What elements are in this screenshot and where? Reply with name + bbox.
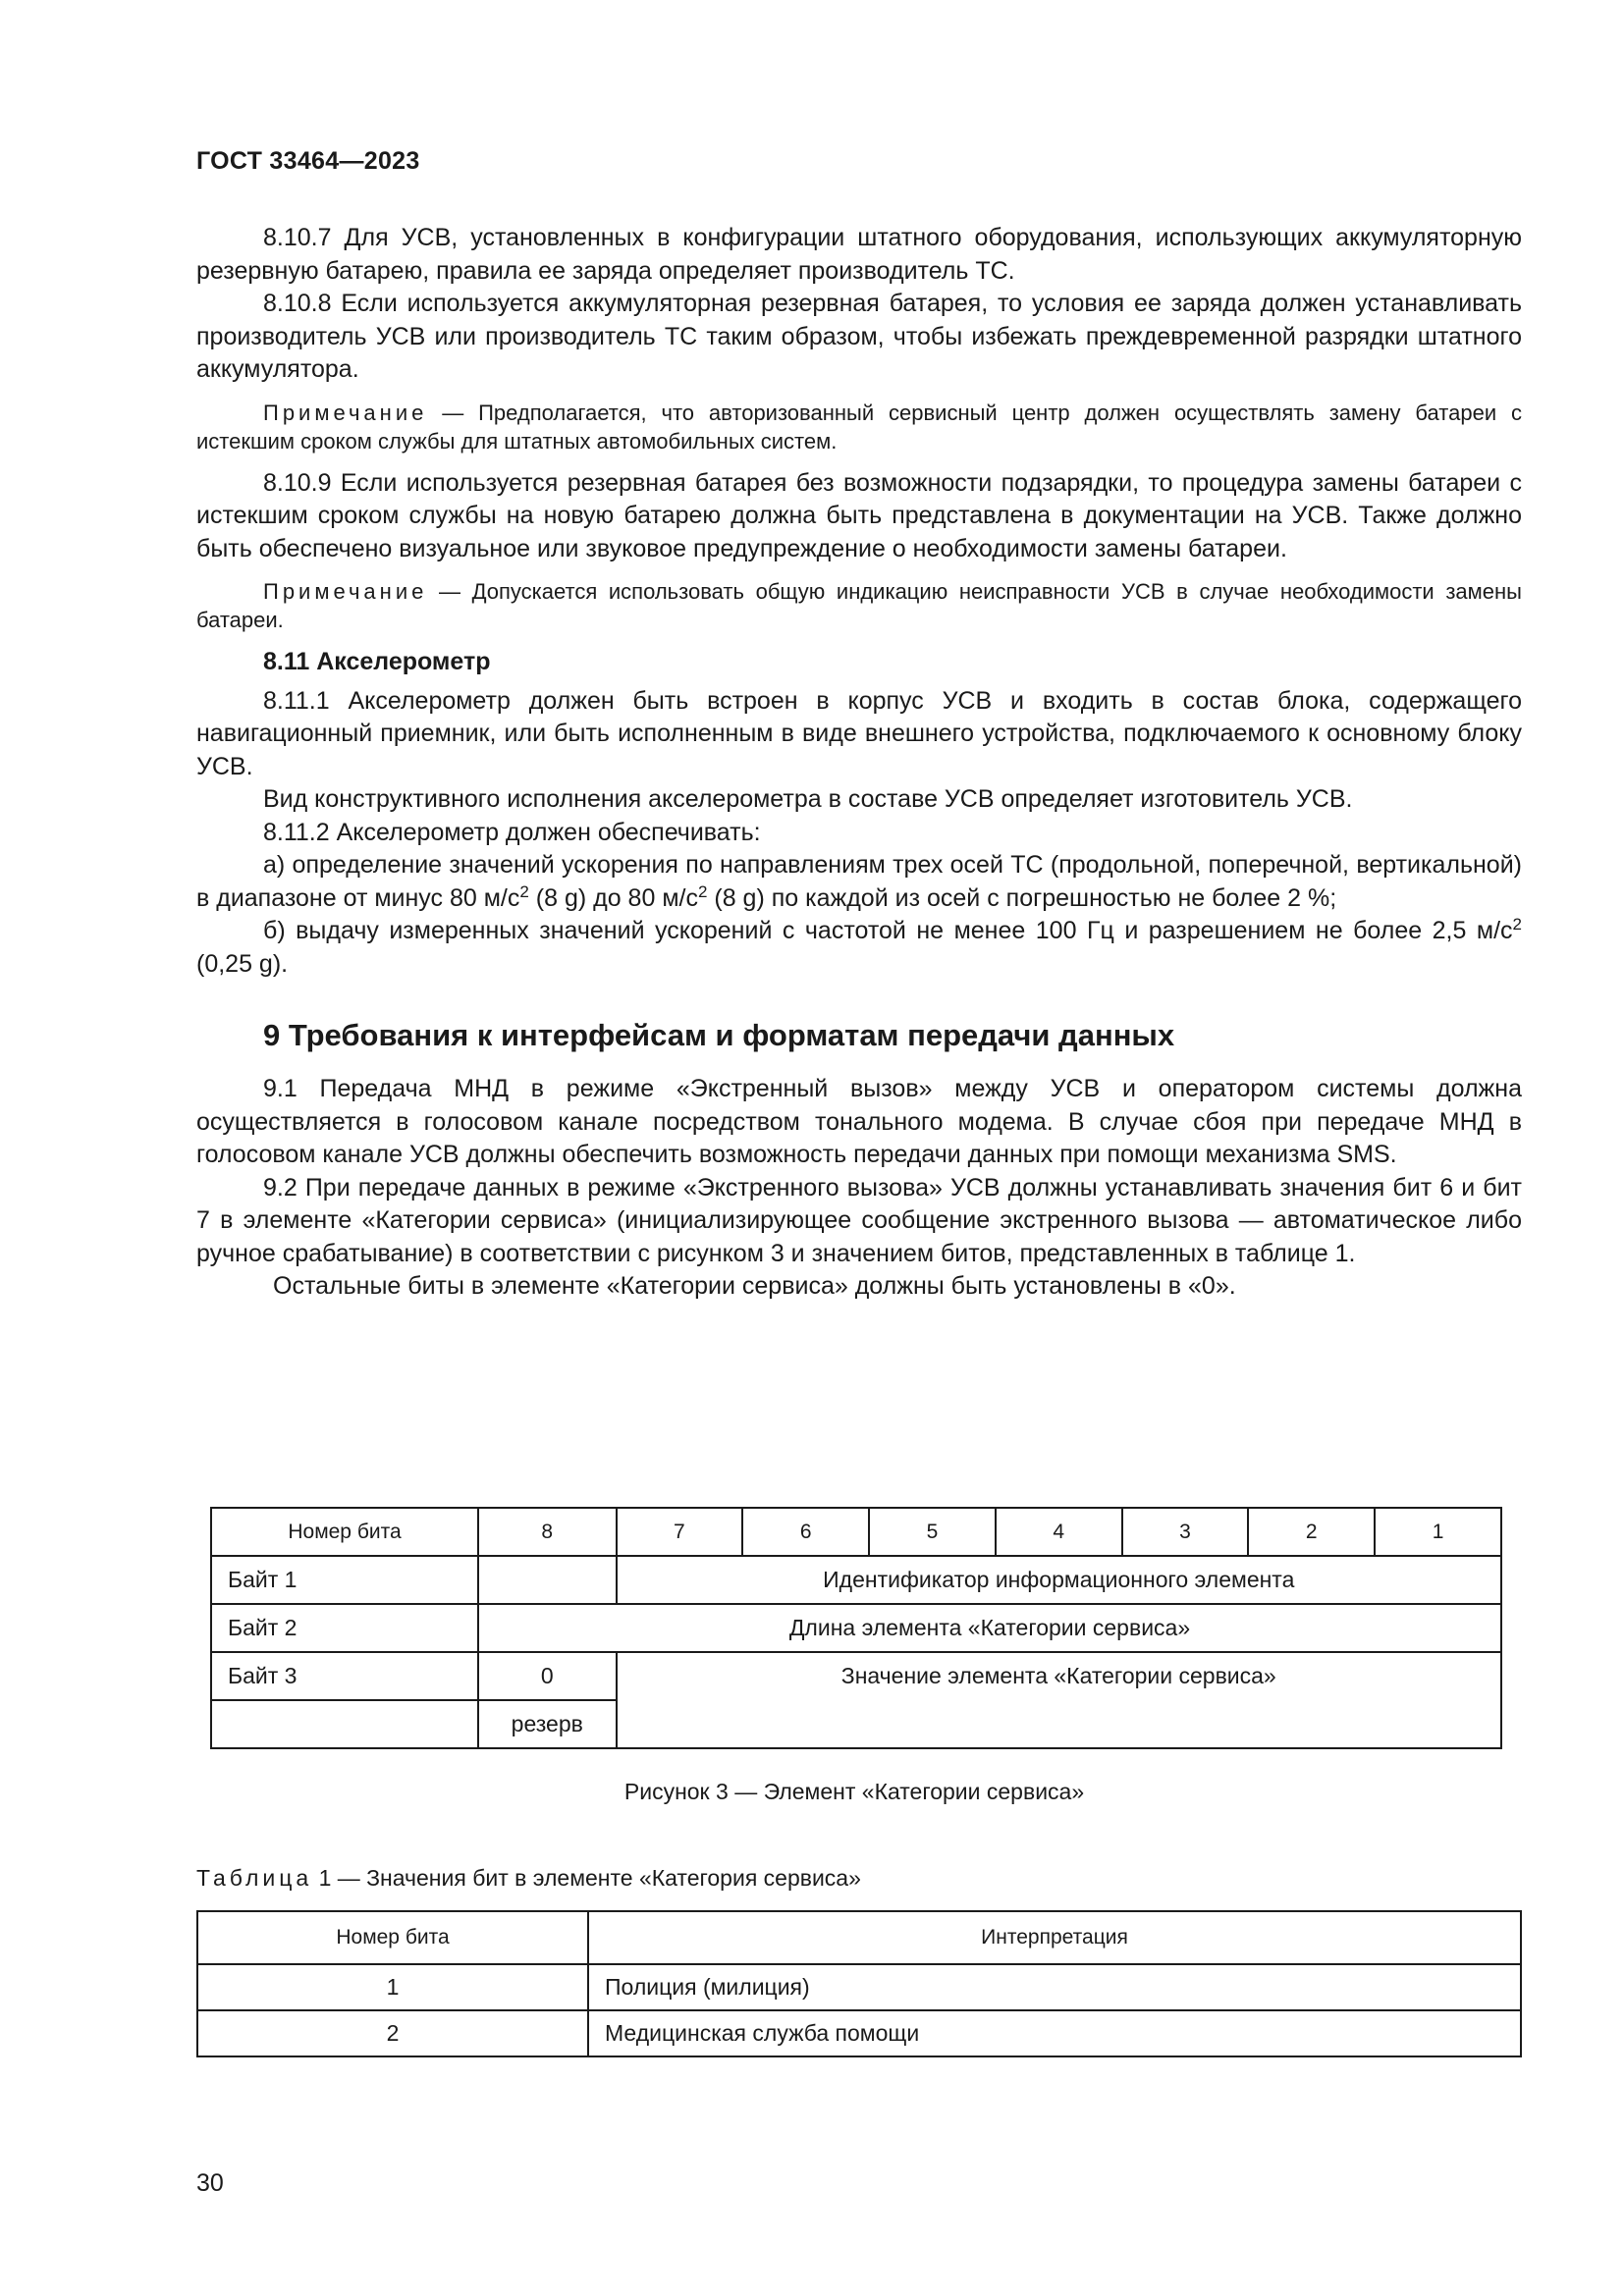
text-fragment: а) определение значений ускорения по направлениям трех осей ТС (продольной, поперечной, вертикальной) в диапазоне от минус 80 м/с (196, 851, 1522, 912)
table-1 (196, 1910, 1522, 2057)
byte-label: Байт 2 (211, 1604, 478, 1652)
paragraph-8-11-2: 8.11.2 Акселерометр должен обеспечивать: (263, 818, 761, 846)
table-title-text: 1 — Значения бит в элементе «Категория сервиса» (312, 1865, 861, 1891)
column-header: Интерпретация (588, 1911, 1521, 1964)
note-text: — Предполагается, что авторизованный сервисный центр должен осуществлять замену батареи с истекшим сроком службы для штатных автомобильных систем. (196, 400, 1522, 454)
document-header: ГОСТ 33464—2023 (196, 147, 420, 175)
table-label: Таблица (196, 1865, 313, 1891)
byte-label: Байт 1 (211, 1556, 478, 1604)
interpretation-cell: Медицинская служба помощи (588, 2010, 1521, 2056)
bit-cell: 2 (1248, 1508, 1375, 1556)
paragraph-8-10-7: 8.10.7 Для УСВ, установленных в конфигурации штатного оборудования, использующих аккумуляторную резервную батарею, правила ее заряда определяет производитель ТС. (196, 224, 1522, 285)
paragraph-rest-bits: Остальные биты в элементе «Категории сервиса» должны быть установлены в «0». (273, 1272, 1236, 1300)
note-2 (196, 577, 1522, 634)
paragraph-8-11-1: 8.11.1 Акселерометр должен быть встроен в корпус УСВ и входить в состав блока, содержащего навигационный приемник, или быть исполненным в виде внешнего устройства, подключаемого к основному блоку УСВ. (196, 686, 1522, 780)
byte-value: Идентификатор информационного элемента (617, 1556, 1501, 1604)
section-heading-9: 9 Требования к интерфейсам и форматам передачи данных (263, 1018, 1175, 1052)
superscript: 2 (519, 881, 529, 901)
paragraph-vid: Вид конструктивного исполнения акселерометра в составе УСВ определяет изготовитель УСВ. (263, 785, 1353, 813)
note-label: Примечание (263, 400, 428, 425)
table-row (197, 1964, 1521, 2010)
list-item-b (196, 915, 1522, 981)
superscript: 2 (697, 881, 708, 901)
figure-header-row (211, 1508, 1501, 1556)
page-number: 30 (196, 2169, 224, 2197)
empty-cell (211, 1700, 478, 1748)
reserve-cell: резерв (478, 1700, 617, 1748)
byte-value: Длина элемента «Категории сервиса» (478, 1604, 1501, 1652)
bit-number-header: Номер бита (211, 1508, 478, 1556)
bit-cell: 8 (478, 1508, 617, 1556)
byte-label: Байт 3 (211, 1652, 478, 1700)
text-fragment: б) выдачу измеренных значений ускорений с частотой не менее 100 Гц и разрешением не более 2,5 м/с (263, 917, 1513, 944)
bit8-value: 0 (478, 1652, 617, 1700)
interpretation-cell: Полиция (милиция) (588, 1964, 1521, 2010)
byte-value: Значение элемента «Категории сервиса» (617, 1652, 1501, 1748)
list-item-a (196, 849, 1522, 915)
text-fragment: (8 g) по каждой из осей с погрешностью не более 2 %; (707, 883, 1337, 912)
bit-cell: 1 (197, 1964, 588, 2010)
note-label: Примечание (263, 579, 428, 604)
bit-cell: 3 (1122, 1508, 1249, 1556)
bit-cell: 6 (742, 1508, 869, 1556)
superscript: 2 (1512, 915, 1522, 934)
bit-cell: 7 (617, 1508, 743, 1556)
figure-3-table (210, 1507, 1502, 1749)
bit-cell: 5 (869, 1508, 996, 1556)
table-row (211, 1652, 1501, 1700)
table-row (197, 2010, 1521, 2056)
bit-cell: 1 (1375, 1508, 1501, 1556)
text-fragment: (8 g) до 80 м/с (528, 883, 698, 912)
table-header-row (197, 1911, 1521, 1964)
table-title (196, 1865, 861, 1892)
body-text (196, 222, 1522, 1304)
table-row (211, 1604, 1501, 1652)
section-heading-8-11: 8.11 Акселерометр (263, 648, 491, 675)
paragraph-8-10-9: 8.10.9 Если используется резервная батарея без возможности подзарядки, то процедура замены батареи с истекшим сроком службы на новую батарею должна быть представлена в документации на УСВ. Также должно быть обеспечено визуальное или звуковое предупреждение о необходимости замены батареи. (196, 468, 1522, 562)
note-1 (196, 399, 1522, 455)
bit-cell: 2 (197, 2010, 588, 2056)
paragraph-8-10-8: 8.10.8 Если используется аккумуляторная резервная батарея, то условия ее заряда должен устанавливать производитель УСВ или производитель ТС таким образом, чтобы избежать преждевременной разрядки штатного аккумулятора. (196, 290, 1522, 383)
paragraph-9-2: 9.2 При передаче данных в режиме «Экстренного вызова» УСВ должны устанавливать значения бит 6 и бит 7 в элементе «Категории сервиса» (инициализирующее сообщение экстренного вызова — автоматическое либо ручное срабатывание) в соответствии с рисунком 3 и значением битов, представленных в таблице 1. (196, 1173, 1522, 1267)
paragraph-9-1: 9.1 Передача МНД в режиме «Экстренный вызов» между УСВ и оператором системы должна осуществляется в голосовом канале посредством тонального модема. В случае сбоя при передаче МНД в голосовом канале УСВ должны обеспечить возможность передачи данных при помощи механизма SMS. (196, 1075, 1522, 1168)
note-text: — Допускается использовать общую индикацию неисправности УСВ в случае необходимости замены батареи. (196, 579, 1522, 632)
table-row (211, 1556, 1501, 1604)
column-header: Номер бита (197, 1911, 588, 1964)
bit-cell: 4 (996, 1508, 1122, 1556)
text-fragment: (0,25 g). (196, 949, 289, 978)
empty-cell (478, 1556, 617, 1604)
figure-caption: Рисунок 3 — Элемент «Категории сервиса» (623, 1779, 1085, 1804)
